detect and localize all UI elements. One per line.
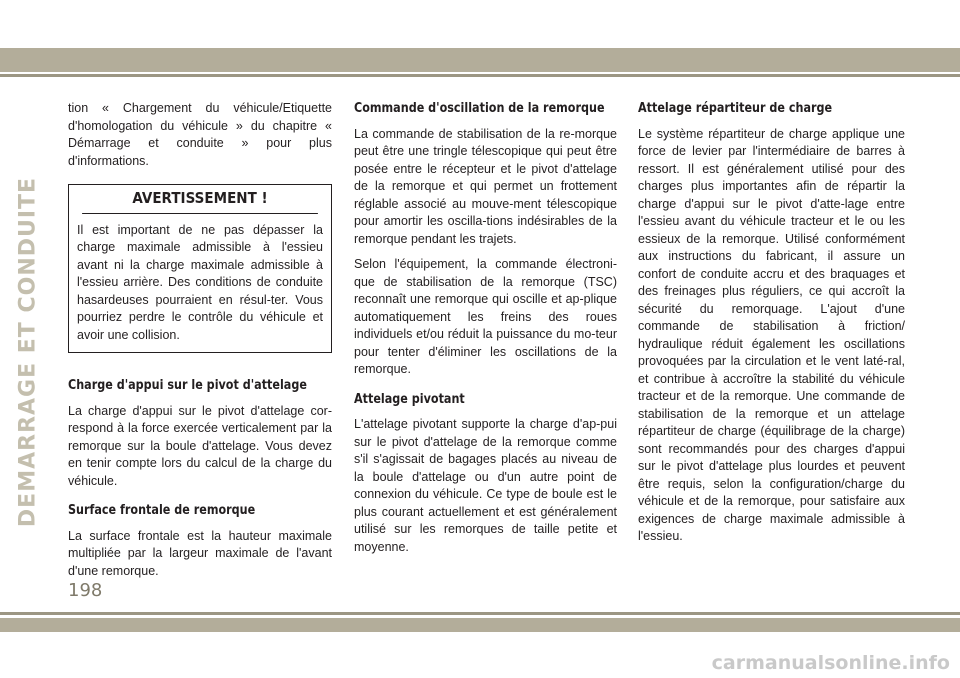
heading-charge-appui: Charge d'appui sur le pivot d'attelage (68, 378, 307, 393)
footer-rule (0, 612, 960, 615)
column-2 (354, 100, 617, 564)
warning-box (68, 184, 332, 353)
watermark: carmanualsonline.info (711, 652, 950, 674)
footer-band (0, 618, 960, 632)
column-1 (68, 100, 332, 588)
header-band (0, 48, 960, 72)
heading-attelage-repartiteur: Attelage répartiteur de charge (638, 101, 833, 116)
heading-attelage-pivotant: Attelage pivotant (354, 391, 465, 407)
paragraph-attelage-repartiteur: Le système répartiteur de charge applique une force de levier par l'intermédiaire de barres à ressort. Il est généralement utilisé pour des charges plus importantes afin de répartir la charge d'appui sur le pivot d'atte-lage entre l'essieu avant du véhicule tracteur et le ou les essieux de la remorque. Utilisé conformément aux instructions du fabricant, il assure un confort de conduite accru et des braquages et des freinages plus réguliers, ce qui accroît la sécurité du remorquage. L'ajout d'une commande de stabilisation à friction/ hydraulique réduit également les oscillations provoquées par la circulation et le vent laté-ral, et contribue à accroître la stabilité du véhicule tracteur et de la remorque. Une commande de stabilisation de la remorque et un attelage répartiteur de charge (équilibrage de la charge) sont recommandés pour des charges d'appui sur le pivot d'attelage plus lourdes et peuvent être requis, selon la configuration/charge du véhicule et de la remorque, pour satisfaire aux exigences de charge maximale admissible à l'essieu. (638, 126, 905, 543)
paragraph-charge-appui: La charge d'appui sur le pivot d'attelage cor-respond à la force exercée verticalement par la remorque sur la boule d'attelage. Vous devez en tenir compte lors du calcul de la charge du véhicule. (68, 403, 332, 488)
section-side-label: DEMARRAGE ET CONDUITE (15, 176, 41, 528)
column-3 (638, 100, 905, 554)
intro-paragraph: tion « Chargement du véhicule/Etiquette d'homologation du véhicule » du chapitre « Démarrage et conduite » pour plus d'informations. (68, 101, 332, 168)
paragraph-surface-frontale: La surface frontale est la hauteur maximale multipliée par la largeur maximale de l'avant d'une remorque. (68, 528, 332, 578)
warning-text: Il est important de ne pas dépasser la charge maximale admissible à l'essieu avant ni la charge maximale admissible à l'essieu arrière. Des conditions de conduite hasardeuses pourraient en résul-ter. Vous pourriez perdre le contrôle du véhicule et avoir une collision. (77, 222, 323, 342)
paragraph-attelage-pivotant: L'attelage pivotant supporte la charge d'ap-pui sur le pivot d'attelage de la remorque comme s'il s'agissait de bagages placés au niveau de la boule d'attelage ou d'un autre point de connexion du véhicule. Ce type de boule est le plus courant actuellement et est généralement utilisé sur les remorques de taille petite et moyenne. (354, 417, 617, 554)
header-rule (0, 74, 960, 77)
heading-surface-frontale: Surface frontale de remorque (68, 503, 256, 518)
page-number: 198 (68, 580, 103, 601)
paragraph-oscillation-2: Selon l'équipement, la commande électroni-que de stabilisation de la remorque (TSC) reconnaît une remorque qui oscille et ap-plique automatiquement les freins des roues individuels et/ou réduit la puissance du mo-teur pour tenter d'éliminer les oscillations de la remorque. (354, 257, 617, 376)
paragraph-oscillation-1: La commande de stabilisation de la re-morque peut être une tringle télescopique qui peut être posée entre le récepteur et le pivot d'attelage de la remorque et qui permet un frottement réglable associé au mouve-ment télescopique pour amortir les oscilla-tions indésirables de la remorque pendant les trajets. (354, 126, 617, 246)
heading-commande-oscillation: Commande d'oscillation de la remorque (354, 101, 605, 116)
warning-title: AVERTISSEMENT ! (82, 185, 318, 214)
